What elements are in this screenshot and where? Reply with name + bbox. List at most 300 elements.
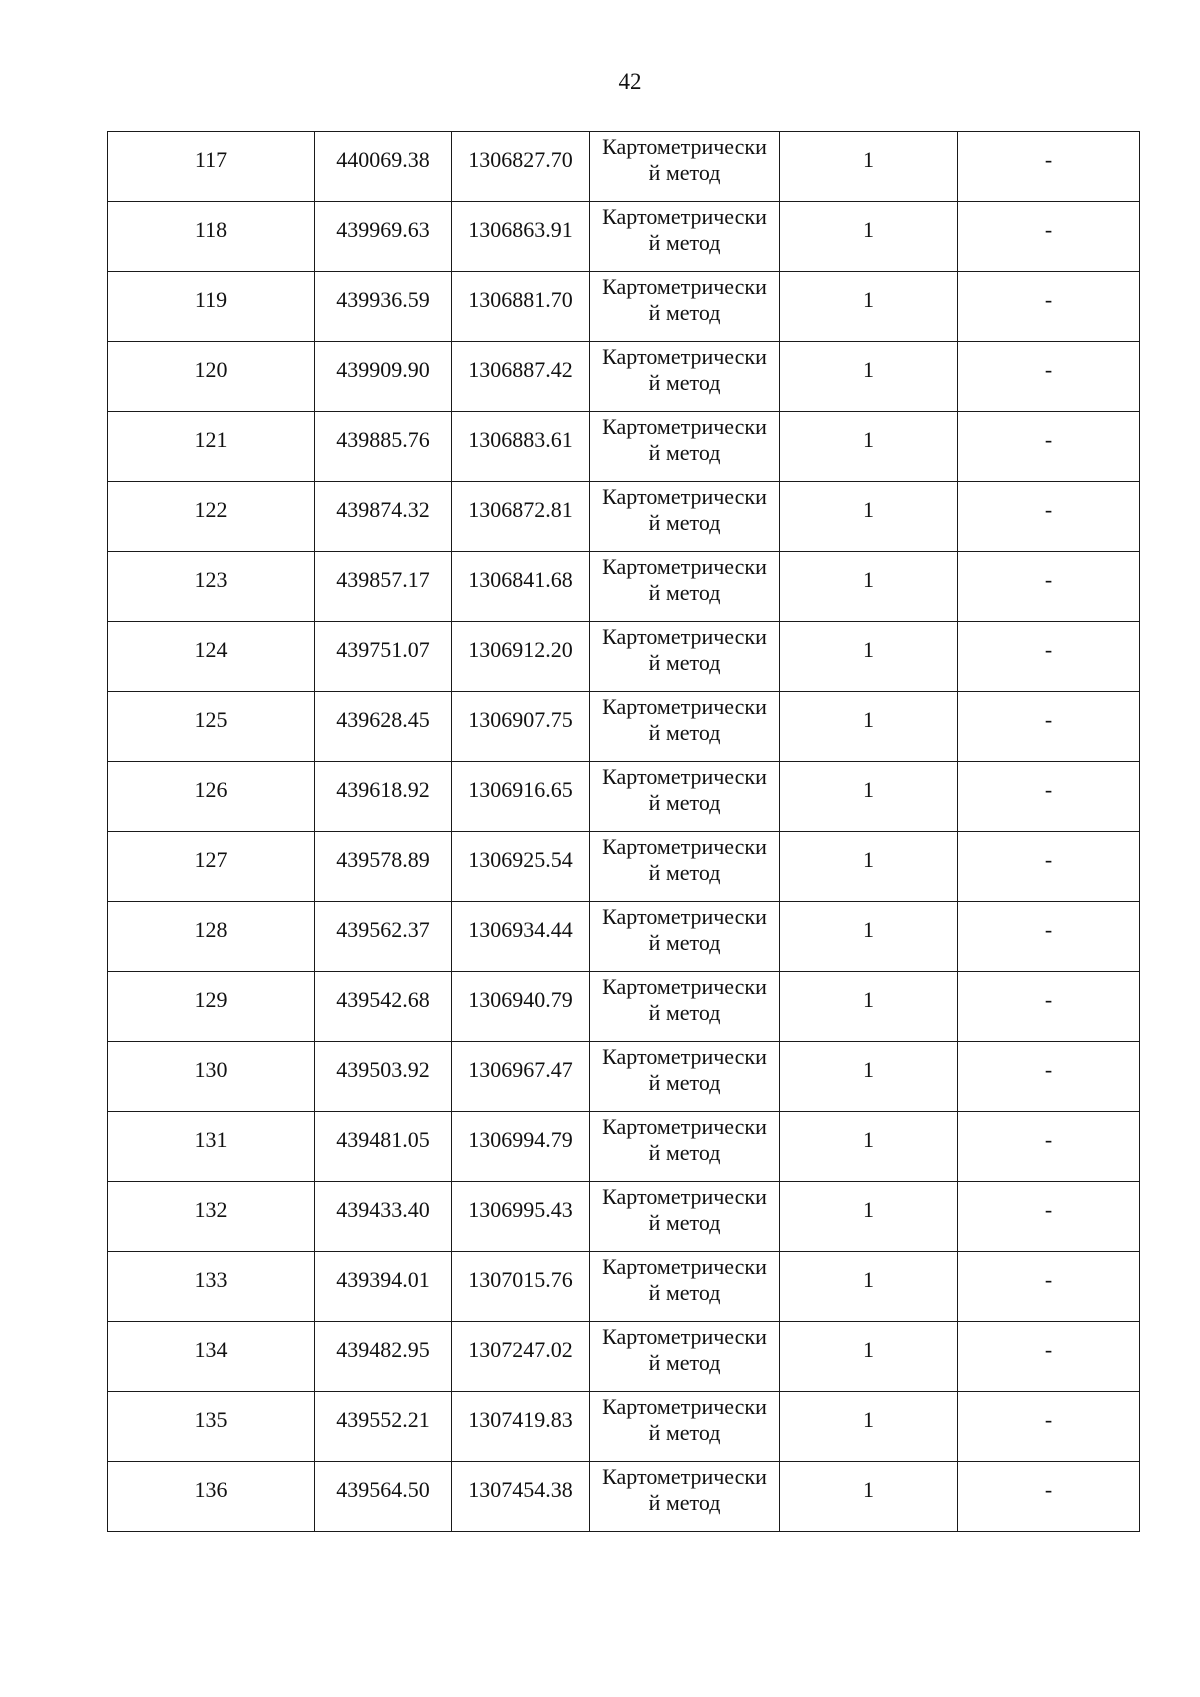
x-coordinate-cell: [315, 1462, 452, 1532]
point-number-value: 124: [194, 637, 228, 662]
y-coordinate-cell: [452, 132, 590, 202]
accuracy-value: 1: [863, 777, 874, 802]
method-value: [590, 1042, 779, 1096]
y-coordinate-cell: [452, 482, 590, 552]
point-number-value: 127: [194, 847, 228, 872]
note-cell: [958, 342, 1140, 412]
x-coordinate-cell: [315, 482, 452, 552]
accuracy-cell: [780, 762, 958, 832]
method-line-2: й метод: [648, 720, 721, 745]
y-coordinate-value: 1306883.61: [468, 427, 573, 452]
note-cell: [958, 1252, 1140, 1322]
method-line-2: й метод: [648, 1000, 721, 1025]
method-cell: [590, 1322, 780, 1392]
note-cell: [958, 202, 1140, 272]
point-number-cell: [108, 832, 315, 902]
method-value: [590, 692, 779, 746]
method-cell: [590, 692, 780, 762]
accuracy-value: 1: [863, 1267, 874, 1292]
y-coordinate-value: 1306887.42: [468, 357, 573, 382]
y-coordinate-cell: [452, 622, 590, 692]
point-number-cell: [108, 1182, 315, 1252]
method-value: [590, 482, 779, 536]
method-value: [590, 622, 779, 676]
method-line-1: Картометрически: [602, 1394, 767, 1419]
method-line-2: й метод: [648, 1210, 721, 1235]
method-cell: [590, 1042, 780, 1112]
table-row: [108, 342, 1140, 412]
y-coordinate-value: 1306925.54: [468, 847, 573, 872]
y-coordinate-value: 1306995.43: [468, 1197, 573, 1222]
accuracy-cell: [780, 1322, 958, 1392]
method-line-1: Картометрически: [602, 764, 767, 789]
y-coordinate-cell: [452, 412, 590, 482]
point-number-cell: [108, 1112, 315, 1182]
note-cell: [958, 902, 1140, 972]
accuracy-value: 1: [863, 987, 874, 1012]
method-cell: [590, 1392, 780, 1462]
x-coordinate-value: 439433.40: [336, 1197, 430, 1222]
table-row: [108, 1112, 1140, 1182]
accuracy-value: 1: [863, 217, 874, 242]
method-line-2: й метод: [648, 1280, 721, 1305]
table-row: [108, 972, 1140, 1042]
point-number-cell: [108, 902, 315, 972]
method-cell: [590, 762, 780, 832]
method-value: [590, 412, 779, 466]
x-coordinate-value: 440069.38: [336, 147, 430, 172]
point-number-value: 129: [194, 987, 228, 1012]
x-coordinate-cell: [315, 1042, 452, 1112]
note-value: -: [1044, 567, 1053, 592]
method-line-1: Картометрически: [602, 834, 767, 859]
point-number-value: 133: [194, 1267, 228, 1292]
x-coordinate-value: 439885.76: [336, 427, 430, 452]
accuracy-cell: [780, 972, 958, 1042]
note-cell: [958, 972, 1140, 1042]
point-number-value: 120: [194, 357, 228, 382]
accuracy-value: 1: [863, 1127, 874, 1152]
method-cell: [590, 272, 780, 342]
x-coordinate-value: 439482.95: [336, 1337, 430, 1362]
method-line-1: Картометрически: [602, 554, 767, 579]
y-coordinate-cell: [452, 692, 590, 762]
x-coordinate-value: 439857.17: [336, 567, 430, 592]
note-value: -: [1044, 427, 1053, 452]
note-value: -: [1044, 147, 1053, 172]
x-coordinate-cell: [315, 762, 452, 832]
note-value: -: [1044, 987, 1053, 1012]
x-coordinate-value: 439969.63: [336, 217, 430, 242]
x-coordinate-value: 439628.45: [336, 707, 430, 732]
method-cell: [590, 132, 780, 202]
method-cell: [590, 482, 780, 552]
point-number-value: 123: [194, 567, 228, 592]
note-cell: [958, 1112, 1140, 1182]
point-number-cell: [108, 132, 315, 202]
note-value: -: [1044, 637, 1053, 662]
note-cell: [958, 762, 1140, 832]
point-number-value: 125: [194, 707, 228, 732]
y-coordinate-value: 1307454.38: [468, 1477, 573, 1502]
y-coordinate-cell: [452, 342, 590, 412]
x-coordinate-value: 439751.07: [336, 637, 430, 662]
accuracy-value: 1: [863, 1337, 874, 1362]
accuracy-value: 1: [863, 147, 874, 172]
point-number-value: 119: [194, 287, 228, 312]
note-value: -: [1044, 777, 1053, 802]
method-line-2: й метод: [648, 1420, 721, 1445]
point-number-value: 136: [194, 1477, 228, 1502]
y-coordinate-cell: [452, 1322, 590, 1392]
method-cell: [590, 1112, 780, 1182]
x-coordinate-cell: [315, 902, 452, 972]
x-coordinate-value: 439909.90: [336, 357, 430, 382]
method-cell: [590, 1252, 780, 1322]
y-coordinate-value: 1307015.76: [468, 1267, 573, 1292]
y-coordinate-value: 1307419.83: [468, 1407, 573, 1432]
accuracy-cell: [780, 1392, 958, 1462]
note-value: -: [1044, 287, 1053, 312]
method-value: [590, 202, 779, 256]
method-line-2: й метод: [648, 1140, 721, 1165]
method-value: [590, 342, 779, 396]
note-cell: [958, 1392, 1140, 1462]
note-cell: [958, 552, 1140, 622]
note-cell: [958, 412, 1140, 482]
method-cell: [590, 832, 780, 902]
method-line-1: Картометрически: [602, 904, 767, 929]
accuracy-cell: [780, 342, 958, 412]
method-line-1: Картометрически: [602, 1464, 767, 1489]
method-cell: [590, 412, 780, 482]
point-number-cell: [108, 1252, 315, 1322]
y-coordinate-cell: [452, 272, 590, 342]
method-line-2: й метод: [648, 790, 721, 815]
method-line-1: Картометрически: [602, 274, 767, 299]
method-value: [590, 1112, 779, 1166]
x-coordinate-value: 439503.92: [336, 1057, 430, 1082]
note-value: -: [1044, 917, 1053, 942]
accuracy-cell: [780, 272, 958, 342]
method-line-1: Картометрически: [602, 1044, 767, 1069]
note-value: -: [1044, 217, 1053, 242]
y-coordinate-cell: [452, 972, 590, 1042]
table-row: [108, 272, 1140, 342]
x-coordinate-cell: [315, 832, 452, 902]
point-number-cell: [108, 1042, 315, 1112]
note-cell: [958, 1462, 1140, 1532]
accuracy-cell: [780, 692, 958, 762]
method-line-1: Картометрически: [602, 1184, 767, 1209]
method-line-2: й метод: [648, 440, 721, 465]
method-line-1: Картометрически: [602, 344, 767, 369]
point-number-cell: [108, 972, 315, 1042]
table-row: [108, 832, 1140, 902]
method-cell: [590, 552, 780, 622]
table-row: [108, 1182, 1140, 1252]
coordinates-table-body: [108, 132, 1140, 1532]
x-coordinate-cell: [315, 692, 452, 762]
point-number-value: 121: [194, 427, 228, 452]
method-value: [590, 1462, 779, 1516]
y-coordinate-cell: [452, 202, 590, 272]
y-coordinate-value: 1306907.75: [468, 707, 573, 732]
y-coordinate-cell: [452, 1182, 590, 1252]
accuracy-value: 1: [863, 707, 874, 732]
note-cell: [958, 832, 1140, 902]
accuracy-cell: [780, 622, 958, 692]
point-number-value: 130: [194, 1057, 228, 1082]
method-value: [590, 762, 779, 816]
x-coordinate-value: 439394.01: [336, 1267, 430, 1292]
accuracy-cell: [780, 132, 958, 202]
note-value: -: [1044, 1197, 1053, 1222]
method-line-1: Картометрически: [602, 974, 767, 999]
x-coordinate-cell: [315, 272, 452, 342]
x-coordinate-value: 439618.92: [336, 777, 430, 802]
accuracy-cell: [780, 1112, 958, 1182]
method-line-2: й метод: [648, 1070, 721, 1095]
point-number-cell: [108, 202, 315, 272]
x-coordinate-value: 439481.05: [336, 1127, 430, 1152]
method-line-2: й метод: [648, 860, 721, 885]
method-line-2: й метод: [648, 650, 721, 675]
note-cell: [958, 1042, 1140, 1112]
note-cell: [958, 132, 1140, 202]
x-coordinate-cell: [315, 412, 452, 482]
method-cell: [590, 902, 780, 972]
y-coordinate-cell: [452, 832, 590, 902]
accuracy-cell: [780, 552, 958, 622]
y-coordinate-cell: [452, 552, 590, 622]
method-cell: [590, 202, 780, 272]
x-coordinate-cell: [315, 132, 452, 202]
accuracy-value: 1: [863, 567, 874, 592]
method-value: [590, 552, 779, 606]
accuracy-value: 1: [863, 427, 874, 452]
table-row: [108, 762, 1140, 832]
point-number-cell: [108, 692, 315, 762]
note-value: -: [1044, 1127, 1053, 1152]
y-coordinate-cell: [452, 1042, 590, 1112]
point-number-value: 135: [194, 1407, 228, 1432]
method-line-1: Картометрически: [602, 1254, 767, 1279]
note-value: -: [1044, 1407, 1053, 1432]
point-number-cell: [108, 1462, 315, 1532]
note-cell: [958, 272, 1140, 342]
method-value: [590, 132, 779, 186]
method-value: [590, 832, 779, 886]
point-number-value: 132: [194, 1197, 228, 1222]
x-coordinate-cell: [315, 1252, 452, 1322]
accuracy-cell: [780, 202, 958, 272]
x-coordinate-value: 439874.32: [336, 497, 430, 522]
x-coordinate-value: 439936.59: [336, 287, 430, 312]
method-cell: [590, 342, 780, 412]
point-number-cell: [108, 1322, 315, 1392]
method-value: [590, 1252, 779, 1306]
y-coordinate-value: 1306863.91: [468, 217, 573, 242]
method-line-2: й метод: [648, 370, 721, 395]
x-coordinate-cell: [315, 1112, 452, 1182]
y-coordinate-value: 1306967.47: [468, 1057, 573, 1082]
x-coordinate-cell: [315, 622, 452, 692]
table-row: [108, 1042, 1140, 1112]
accuracy-cell: [780, 832, 958, 902]
accuracy-cell: [780, 412, 958, 482]
table-row: [108, 1392, 1140, 1462]
note-cell: [958, 692, 1140, 762]
point-number-cell: [108, 272, 315, 342]
accuracy-cell: [780, 1252, 958, 1322]
note-value: -: [1044, 1337, 1053, 1362]
x-coordinate-cell: [315, 1182, 452, 1252]
accuracy-cell: [780, 1042, 958, 1112]
point-number-cell: [108, 1392, 315, 1462]
x-coordinate-value: 439552.21: [336, 1407, 430, 1432]
table-row: [108, 412, 1140, 482]
x-coordinate-cell: [315, 1392, 452, 1462]
table-row: [108, 1252, 1140, 1322]
x-coordinate-value: 439542.68: [336, 987, 430, 1012]
x-coordinate-value: 439562.37: [336, 917, 430, 942]
y-coordinate-value: 1306841.68: [468, 567, 573, 592]
y-coordinate-value: 1306916.65: [468, 777, 573, 802]
point-number-value: 131: [194, 1127, 228, 1152]
x-coordinate-cell: [315, 972, 452, 1042]
y-coordinate-value: 1307247.02: [468, 1337, 573, 1362]
note-value: -: [1044, 357, 1053, 382]
method-line-1: Картометрически: [602, 624, 767, 649]
method-line-2: й метод: [648, 510, 721, 535]
point-number-value: 128: [194, 917, 228, 942]
note-value: -: [1044, 497, 1053, 522]
point-number-cell: [108, 622, 315, 692]
note-cell: [958, 1182, 1140, 1252]
note-value: -: [1044, 1057, 1053, 1082]
table-row: [108, 132, 1140, 202]
x-coordinate-cell: [315, 202, 452, 272]
accuracy-cell: [780, 1182, 958, 1252]
note-cell: [958, 1322, 1140, 1392]
accuracy-value: 1: [863, 1407, 874, 1432]
method-line-1: Картометрически: [602, 1324, 767, 1349]
y-coordinate-value: 1306872.81: [468, 497, 573, 522]
method-line-2: й метод: [648, 230, 721, 255]
method-line-2: й метод: [648, 300, 721, 325]
point-number-cell: [108, 412, 315, 482]
table-row: [108, 622, 1140, 692]
note-value: -: [1044, 847, 1053, 872]
y-coordinate-value: 1306827.70: [468, 147, 573, 172]
note-value: -: [1044, 707, 1053, 732]
y-coordinate-value: 1306881.70: [468, 287, 573, 312]
method-line-2: й метод: [648, 1490, 721, 1515]
method-value: [590, 1322, 779, 1376]
table-row: [108, 902, 1140, 972]
method-line-1: Картометрически: [602, 1114, 767, 1139]
accuracy-cell: [780, 902, 958, 972]
point-number-cell: [108, 482, 315, 552]
y-coordinate-cell: [452, 1112, 590, 1182]
note-cell: [958, 622, 1140, 692]
point-number-value: 122: [194, 497, 228, 522]
method-line-1: Картометрически: [602, 694, 767, 719]
table-row: [108, 482, 1140, 552]
method-line-2: й метод: [648, 580, 721, 605]
method-value: [590, 972, 779, 1026]
table-row: [108, 692, 1140, 762]
point-number-value: 118: [194, 217, 228, 242]
accuracy-value: 1: [863, 1057, 874, 1082]
accuracy-value: 1: [863, 847, 874, 872]
y-coordinate-value: 1306912.20: [468, 637, 573, 662]
method-value: [590, 1182, 779, 1236]
method-cell: [590, 1182, 780, 1252]
y-coordinate-value: 1306934.44: [468, 917, 573, 942]
note-value: -: [1044, 1477, 1053, 1502]
note-cell: [958, 482, 1140, 552]
table-row: [108, 202, 1140, 272]
table-row: [108, 1322, 1140, 1392]
point-number-cell: [108, 762, 315, 832]
accuracy-cell: [780, 1462, 958, 1532]
method-value: [590, 902, 779, 956]
x-coordinate-cell: [315, 552, 452, 622]
method-line-1: Картометрически: [602, 414, 767, 439]
x-coordinate-cell: [315, 342, 452, 412]
x-coordinate-cell: [315, 1322, 452, 1392]
table-row: [108, 1462, 1140, 1532]
accuracy-value: 1: [863, 1477, 874, 1502]
method-cell: [590, 972, 780, 1042]
method-line-2: й метод: [648, 1350, 721, 1375]
page-number: 42: [618, 69, 642, 94]
x-coordinate-value: 439578.89: [336, 847, 430, 872]
coordinates-table: [107, 131, 1140, 1532]
accuracy-value: 1: [863, 287, 874, 312]
accuracy-value: 1: [863, 1197, 874, 1222]
method-line-1: Картометрически: [602, 134, 767, 159]
y-coordinate-cell: [452, 1252, 590, 1322]
method-value: [590, 1392, 779, 1446]
point-number-value: 117: [194, 147, 228, 172]
method-line-1: Картометрически: [602, 484, 767, 509]
accuracy-value: 1: [863, 497, 874, 522]
y-coordinate-value: 1306940.79: [468, 987, 573, 1012]
point-number-value: 126: [194, 777, 228, 802]
point-number-value: 134: [194, 1337, 228, 1362]
point-number-cell: [108, 552, 315, 622]
table-row: [108, 552, 1140, 622]
note-value: -: [1044, 1267, 1053, 1292]
accuracy-value: 1: [863, 917, 874, 942]
method-line-2: й метод: [648, 160, 721, 185]
method-line-1: Картометрически: [602, 204, 767, 229]
accuracy-value: 1: [863, 637, 874, 662]
x-coordinate-value: 439564.50: [336, 1477, 430, 1502]
point-number-cell: [108, 342, 315, 412]
method-value: [590, 272, 779, 326]
method-cell: [590, 1462, 780, 1532]
accuracy-cell: [780, 482, 958, 552]
y-coordinate-value: 1306994.79: [468, 1127, 573, 1152]
method-cell: [590, 622, 780, 692]
y-coordinate-cell: [452, 762, 590, 832]
y-coordinate-cell: [452, 902, 590, 972]
y-coordinate-cell: [452, 1392, 590, 1462]
